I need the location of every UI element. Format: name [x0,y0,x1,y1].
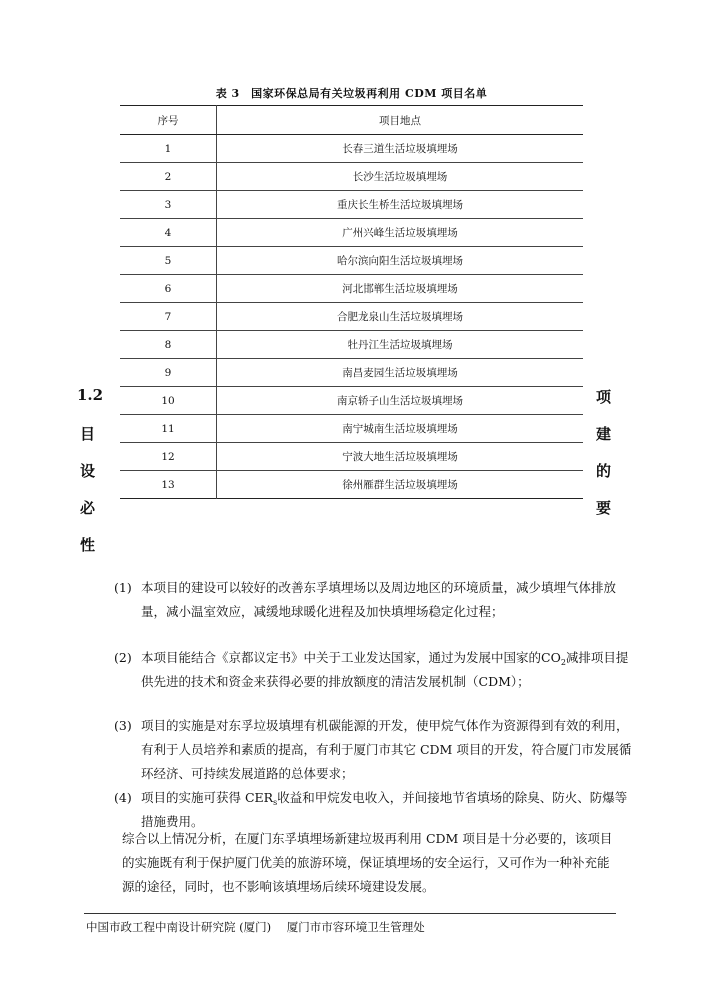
row-number: 10 [120,387,217,415]
table-row [120,219,583,247]
section-number: 1.2 [77,386,104,404]
heading-right-char: 的 [596,462,612,480]
item-text: 本项目能结合《京都议定书》中关于工业发达国家，通过为发展中国家的$CO_2$减排项目提供先进的技术和资金来获得必要的排放额度的清洁发展机制（CDM）； [141,650,629,689]
heading-left-char: 目 [80,425,96,443]
row-site: 南宁城南生活垃圾填埋场 [217,415,584,443]
column-header-site: 项目地点 [217,106,584,135]
table-row [120,135,583,163]
row-number: 2 [120,163,217,191]
heading-left-char: 必 [80,499,96,517]
row-site: 宁波大地生活垃圾填埋场 [217,443,584,471]
row-number: 9 [120,359,217,387]
row-site: 南昌麦园生活垃圾填埋场 [217,359,584,387]
heading-left-char: 设 [80,462,96,480]
table-body [120,135,583,499]
row-site: 广州兴峰生活垃圾填埋场 [217,219,584,247]
row-number: 6 [120,275,217,303]
table-caption: 表 3 国家环保总局有关垃圾再利用 CDM 项目名单 [215,87,488,100]
row-site: 牡丹江生活垃圾填埋场 [217,331,584,359]
table-row [120,359,583,387]
footer-divider [84,913,616,914]
footer-left: 中国市政工程中南设计研究院 (厦门) [86,920,272,934]
heading-right-char: 要 [596,499,612,517]
row-number: 5 [120,247,217,275]
cdm-project-table [120,105,583,499]
table-row [120,275,583,303]
table-row [120,191,583,219]
row-number: 11 [120,415,217,443]
item-text: 项目的实施可获得 $CER_s$收益和甲烷发电收入，并间接地节省填场的除臭、防火、防爆等措施费用。 [141,790,628,829]
list-item [114,646,634,694]
table-row [120,387,583,415]
item-text: 项目的实施是对东孚垃圾填埋有机碳能源的开发，使甲烷气体作为资源得到有效的利用，有利于人员培养和素质的提高，有利于厦门市其它 CDM 项目的开发，符合厦门市发展循环经济、可持续发展道路的总体要求； [141,718,632,781]
row-number: 4 [120,219,217,247]
table-row [120,247,583,275]
heading-left-char: 性 [80,536,96,554]
row-site: 重庆长生桥生活垃圾填埋场 [217,191,584,219]
list-item [114,576,634,624]
table-row [120,443,583,471]
table-row [120,415,583,443]
item-label: (2) [114,650,132,665]
summary-paragraph: 综合以上情况分析，在厦门东孚填埋场新建垃圾再利用 CDM 项目是十分必要的，该项目的实施既有利于保护厦门优美的旅游环境，保证填埋场的安全运行，又可作为一种补充能源的途径，同时，也不影响该填埋场后续环境建设发展。 [122,831,613,894]
table-header-row [120,106,583,135]
item-label: (1) [114,580,132,595]
item-label: (4) [114,790,132,805]
heading-right-char: 项 [596,388,612,406]
row-site: 长沙生活垃圾填埋场 [217,163,584,191]
row-number: 12 [120,443,217,471]
row-site: 长春三道生活垃圾填埋场 [217,135,584,163]
row-site: 南京轿子山生活垃圾填埋场 [217,387,584,415]
table-row [120,303,583,331]
heading-right-char: 建 [596,425,612,443]
table-row [120,163,583,191]
footer-right: 厦门市市容环境卫生管理处 [286,920,425,934]
row-number: 13 [120,471,217,499]
row-number: 3 [120,191,217,219]
row-site: 哈尔滨向阳生活垃圾填埋场 [217,247,584,275]
row-number: 7 [120,303,217,331]
column-header-num: 序号 [120,106,217,135]
row-number: 8 [120,331,217,359]
row-site: 河北邯郸生活垃圾填埋场 [217,275,584,303]
page-footer [86,919,425,935]
item-text: 本项目的建设可以较好的改善东孚填埋场以及周边地区的环境质量，减少填埋气体排放量，减小温室效应，减缓地球暖化进程及加快填埋场稳定化过程； [141,580,617,619]
row-number: 1 [120,135,217,163]
item-label: (3) [114,718,132,733]
list-item [114,714,634,786]
row-site: 合肥龙泉山生活垃圾填埋场 [217,303,584,331]
row-site: 徐州雁群生活垃圾填埋场 [342,479,458,491]
table-row [120,471,583,499]
table-row [120,331,583,359]
